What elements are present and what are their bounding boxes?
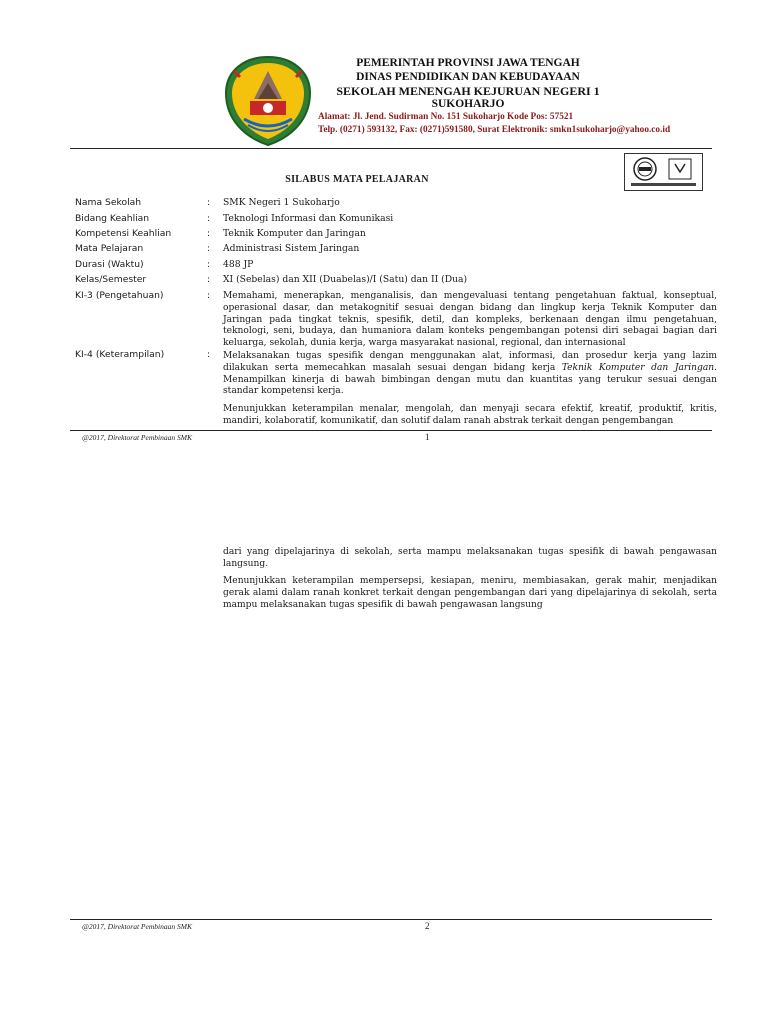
field-value: XI (Sebelas) dan XII (Duabelas)/I (Satu) dan II (Dua) (223, 274, 468, 285)
field-value: Teknik Komputer dan Jaringan (223, 228, 366, 239)
field-colon: : (207, 349, 211, 360)
ki4-text-part: Melaksanakan tugas spesifik dengan menggunakan alat, informasi, dan prosedur kerja yang lazim dilakukan serta memecahkan masalah sesuai dengan bidang kerja (223, 351, 717, 373)
ki4-continuation-paragraph-2: Menunjukkan keterampilan mempersepsi, kesiapan, meniru, membiasakan, gerak mahir, menjadikan gerak alami dalam ranah konkret terkait dengan pengembangan dari yang dipelajarinya di sekolah, serta mampu melaksanakan tugas spesifik di bawah pengawasan langsung (223, 576, 717, 610)
field-label: KI-4 (Keterampilan) (75, 349, 165, 360)
field-colon: : (207, 274, 211, 285)
page1-footer-text: @2017, Direktorat Pembinaan SMK (82, 433, 192, 442)
page1-footer-rule (70, 430, 712, 431)
field-colon: : (207, 243, 211, 254)
ki4-continuation-paragraph-1: dari yang dipelajarinya di sekolah, serta mampu melaksanakan tugas spesifik di bawah pengawasan langsung. (223, 547, 717, 569)
page1-number: 1 (425, 432, 430, 442)
letterhead-address: Alamat: Jl. Jend. Sudirman No. 151 Sukoharjo Kode Pos: 57521 (318, 112, 574, 122)
letterhead-government: PEMERINTAH PROVINSI JAWA TENGAH (356, 57, 580, 69)
ki4-italic-program: Teknik Komputer dan Jaringan. (561, 362, 717, 373)
field-label: Kompetensi Keahlian (75, 228, 172, 239)
letterhead-contact: Telp. (0271) 593132, Fax: (0271)591580, Surat Elektronik: smkn1sukoharjo@yahoo.co.id (318, 125, 671, 135)
field-label: KI-3 (Pengetahuan) (75, 290, 164, 301)
field-colon: : (207, 228, 211, 239)
letterhead-school: SEKOLAH MENENGAH KEJURUAN NEGERI 1 (336, 84, 600, 98)
field-label: Durasi (Waktu) (75, 259, 144, 270)
field-value: Administrasi Sistem Jaringan (223, 243, 360, 254)
ki3-knowledge-text: Memahami, menerapkan, menganalisis, dan mengevaluasi tentang pengetahuan faktual, konseptual, operasional dasar, dan metakognitif sesuai dengan bidang dan lingkup kerja Teknik Komputer dan Jaringan pada tingkat teknis, spesifik, detil, dan kompleks, berkenaan dengan ilmu pengetahuan, teknologi, seni, budaya, dan humaniora dalam konteks pengembangan potensi diri sebagai bagian dari keluarga, sekolah, dunia kerja, warga masyarakat nasional, regional, dan internasional (223, 291, 717, 349)
page2-number: 2 (425, 921, 430, 931)
ki4-skills-paragraph-1 (223, 351, 717, 398)
province-emblem-logo (222, 53, 314, 149)
document-title: SILABUS MATA PELAJARAN (285, 174, 429, 185)
field-colon: : (207, 290, 211, 301)
certification-marks-icon (625, 154, 702, 190)
ki4-text-part: Menampilkan kinerja di bawah bimbingan dengan mutu dan kuantitas yang terukur sesuai dengan standar kompetensi kerja. (223, 374, 717, 397)
iso-certification-badge (624, 153, 703, 191)
ki4-skills-paragraph-2: Menunjukkan keterampilan menalar, mengolah, dan menyaji secara efektif, kreatif, produktif, kritis, mandiri, kolaboratif, komunikatif, dan solutif dalam ranah abstrak terkait dengan pengembangan (223, 404, 717, 426)
field-label: Nama Sekolah (75, 197, 142, 208)
field-value: Teknologi Informasi dan Komunikasi (223, 213, 394, 224)
field-colon: : (207, 259, 211, 270)
field-label: Kelas/Semester (75, 274, 147, 285)
letterhead-city: SUKOHARJO (431, 98, 505, 110)
field-value: 488 JP (223, 259, 254, 270)
letterhead-department: DINAS PENDIDIKAN DAN KEBUDAYAAN (356, 71, 580, 83)
field-colon: : (207, 197, 211, 208)
page2-footer-rule (70, 919, 712, 920)
header-divider (70, 148, 712, 149)
field-label: Bidang Keahlian (75, 213, 150, 224)
field-value: SMK Negeri 1 Sukoharjo (223, 197, 340, 208)
field-colon: : (207, 213, 211, 224)
field-label: Mata Pelajaran (75, 243, 144, 254)
page2-footer-text: @2017, Direktorat Pembinaan SMK (82, 922, 192, 931)
